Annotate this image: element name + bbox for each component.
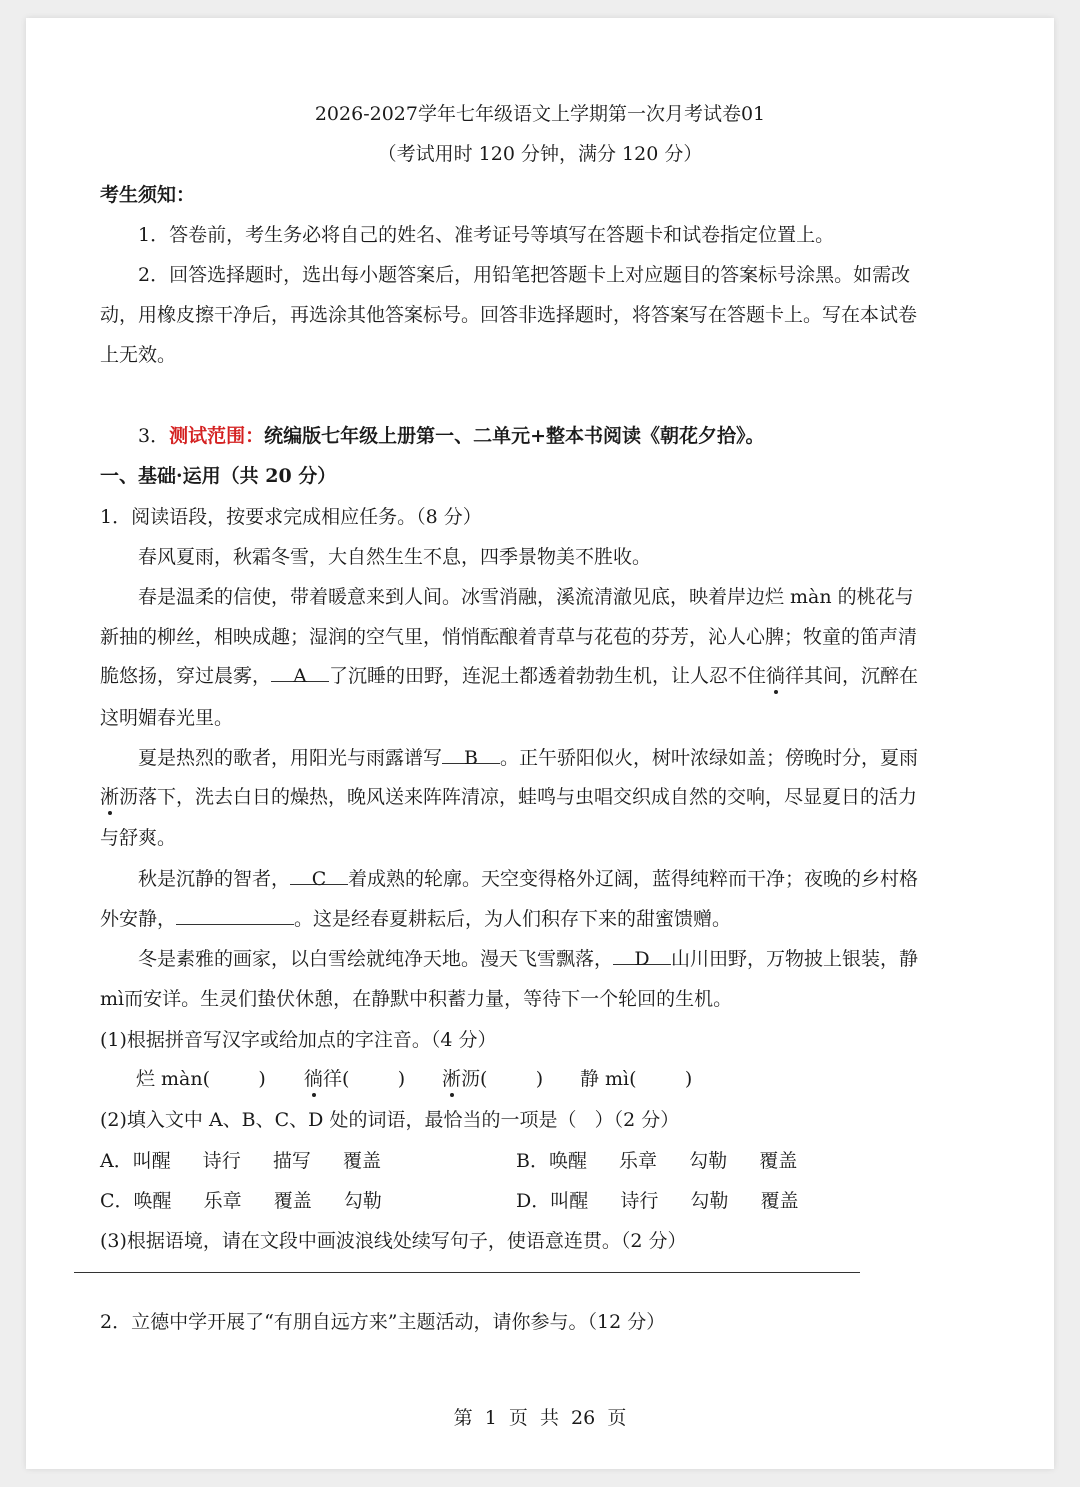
text-fragment: 脆悠扬，穿过晨雾， bbox=[100, 665, 272, 687]
blank-c: C bbox=[290, 866, 348, 885]
text-fragment: 秋是沉静的智者， bbox=[138, 868, 291, 890]
text-fragment: 了沉睡的田野，连泥土都透着勃勃生机，让人忍不住 bbox=[329, 665, 767, 687]
test-scope-text: 统编版七年级上册第一、二单元+整本书阅读《朝花夕拾》。 bbox=[264, 425, 765, 447]
option-b: B．唤醒 乐章 勾勒 覆盖 bbox=[516, 1150, 798, 1172]
blank-b: B bbox=[442, 745, 500, 764]
test-scope-label: 测试范围： bbox=[169, 425, 265, 447]
blank-d: D bbox=[613, 946, 671, 965]
notice-item-3 bbox=[138, 423, 765, 449]
option-a: A．叫醒 诗行 描写 覆盖 bbox=[100, 1150, 381, 1172]
section-1-heading: 一、基础·运用（共 20 分） bbox=[100, 465, 337, 487]
text-fragment: 外安静， bbox=[100, 908, 177, 930]
dotted-char: 徜 bbox=[304, 1068, 324, 1090]
text-fragment: 着成熟的轮廓。天空变得格外辽阔，蓝得纯粹而干净；夜晚的乡村格 bbox=[348, 868, 919, 890]
question-2-stem: 2．立德中学开展了“有朋自远方来”主题活动，请你参与。（12 分） bbox=[100, 1311, 666, 1333]
pinyin-item-4: 静 mì( ) bbox=[580, 1068, 693, 1090]
text-fragment: 沥( ) bbox=[461, 1068, 544, 1090]
dotted-char: 淅 bbox=[442, 1068, 462, 1090]
text-fragment: 沥落下，洗去白日的燥热，晚风送来阵阵清凉，蛙鸣与虫唱交织成自然的交响，尽显夏日的活力 bbox=[119, 786, 918, 808]
passage-summer-line-1 bbox=[138, 745, 918, 771]
notice-item-2-line-1: 2．回答选择题时，选出每小题答案后，用铅笔把答题卡上对应题目的答案标号涂黑。如需改 bbox=[138, 264, 911, 286]
exam-title: 2026-2027学年七年级语文上学期第一次月考试卷01 bbox=[314, 103, 766, 125]
option-c: C．唤醒 乐章 覆盖 勾勒 bbox=[100, 1190, 382, 1212]
text-fragment: 冬是素雅的画家，以白雪绘就纯净天地。漫天飞雪飘落， bbox=[138, 948, 614, 970]
subquestion-3: (3)根据语境，请在文段中画波浪线处续写句子，使语意连贯。（2 分） bbox=[100, 1230, 687, 1252]
dotted-char: 淅 bbox=[100, 786, 120, 808]
subquestion-1: (1)根据拼音写汉字或给加点的字注音。（4 分） bbox=[100, 1029, 497, 1051]
pinyin-item-1: 烂 màn( ) bbox=[136, 1068, 266, 1090]
passage-spring-line-2: 新抽的柳丝，相映成趣；湿润的空气里，悄悄酝酿着青草与花苞的芬芳，沁人心脾；牧童的笛声清 bbox=[100, 626, 918, 648]
text-fragment: 夏是热烈的歌者，用阳光与雨露谱写 bbox=[138, 747, 443, 769]
text-fragment: 徉( ) bbox=[323, 1068, 406, 1090]
blank-a: A bbox=[271, 663, 329, 682]
passage-winter-line-1 bbox=[138, 946, 918, 972]
subquestion-2: (2)填入文中 A、B、C、D 处的词语，最恰当的一项是（ ）（2 分） bbox=[100, 1109, 680, 1131]
answer-line bbox=[74, 1272, 860, 1273]
notice-item-2-line-3: 上无效。 bbox=[100, 344, 177, 366]
passage-winter-line-2: mì而安详。生灵们蛰伏休憩，在静默中积蓄力量，等待下一个轮回的生机。 bbox=[100, 988, 733, 1010]
exam-subtitle: （考试用时 120 分钟，满分 120 分） bbox=[377, 143, 703, 165]
option-d: D．叫醒 诗行 勾勒 覆盖 bbox=[516, 1190, 799, 1212]
passage-spring-line-3 bbox=[100, 663, 918, 689]
question-1-stem: 1．阅读语段，按要求完成相应任务。（8 分） bbox=[100, 506, 482, 528]
passage-autumn-line-1 bbox=[138, 866, 918, 892]
passage-spring-line-1: 春是温柔的信使，带着暖意来到人间。冰雪消融，溪流清澈见底，映着岸边烂 màn 的桃花与 bbox=[138, 586, 914, 608]
passage-summer-line-2 bbox=[100, 784, 917, 810]
passage-intro: 春风夏雨，秋霜冬雪，大自然生生不息，四季景物美不胜收。 bbox=[138, 546, 652, 568]
notice-heading: 考生须知： bbox=[100, 184, 196, 206]
page-number: 第 1 页 共 26 页 bbox=[453, 1407, 627, 1429]
pinyin-item-3 bbox=[442, 1066, 543, 1092]
notice-item-2-line-2: 动，用橡皮擦干净后，再选涂其他答案标号。回答非选择题时，将答案写在答题卡上。写在本试卷 bbox=[100, 304, 918, 326]
pinyin-item-2 bbox=[304, 1066, 405, 1092]
dotted-char: 徜 bbox=[766, 665, 786, 687]
notice-item-3-number: 3． bbox=[138, 425, 170, 447]
passage-summer-line-3: 与舒爽。 bbox=[100, 827, 177, 849]
text-fragment: 。这是经春夏耕耘后，为人们积存下来的甜蜜馈赠。 bbox=[294, 908, 732, 930]
text-fragment: 。正午骄阳似火，树叶浓绿如盖；傍晚时分，夏雨 bbox=[500, 747, 919, 769]
text-fragment: 徉其间，沉醉在 bbox=[785, 665, 919, 687]
passage-spring-line-4: 这明媚春光里。 bbox=[100, 707, 234, 729]
wavy-line-blank bbox=[176, 906, 294, 925]
text-fragment: 山川田野，万物披上银装，静 bbox=[671, 948, 919, 970]
notice-item-1: 1．答卷前，考生务必将自己的姓名、准考证号等填写在答题卡和试卷指定位置上。 bbox=[138, 224, 835, 246]
passage-autumn-line-2 bbox=[100, 906, 731, 932]
